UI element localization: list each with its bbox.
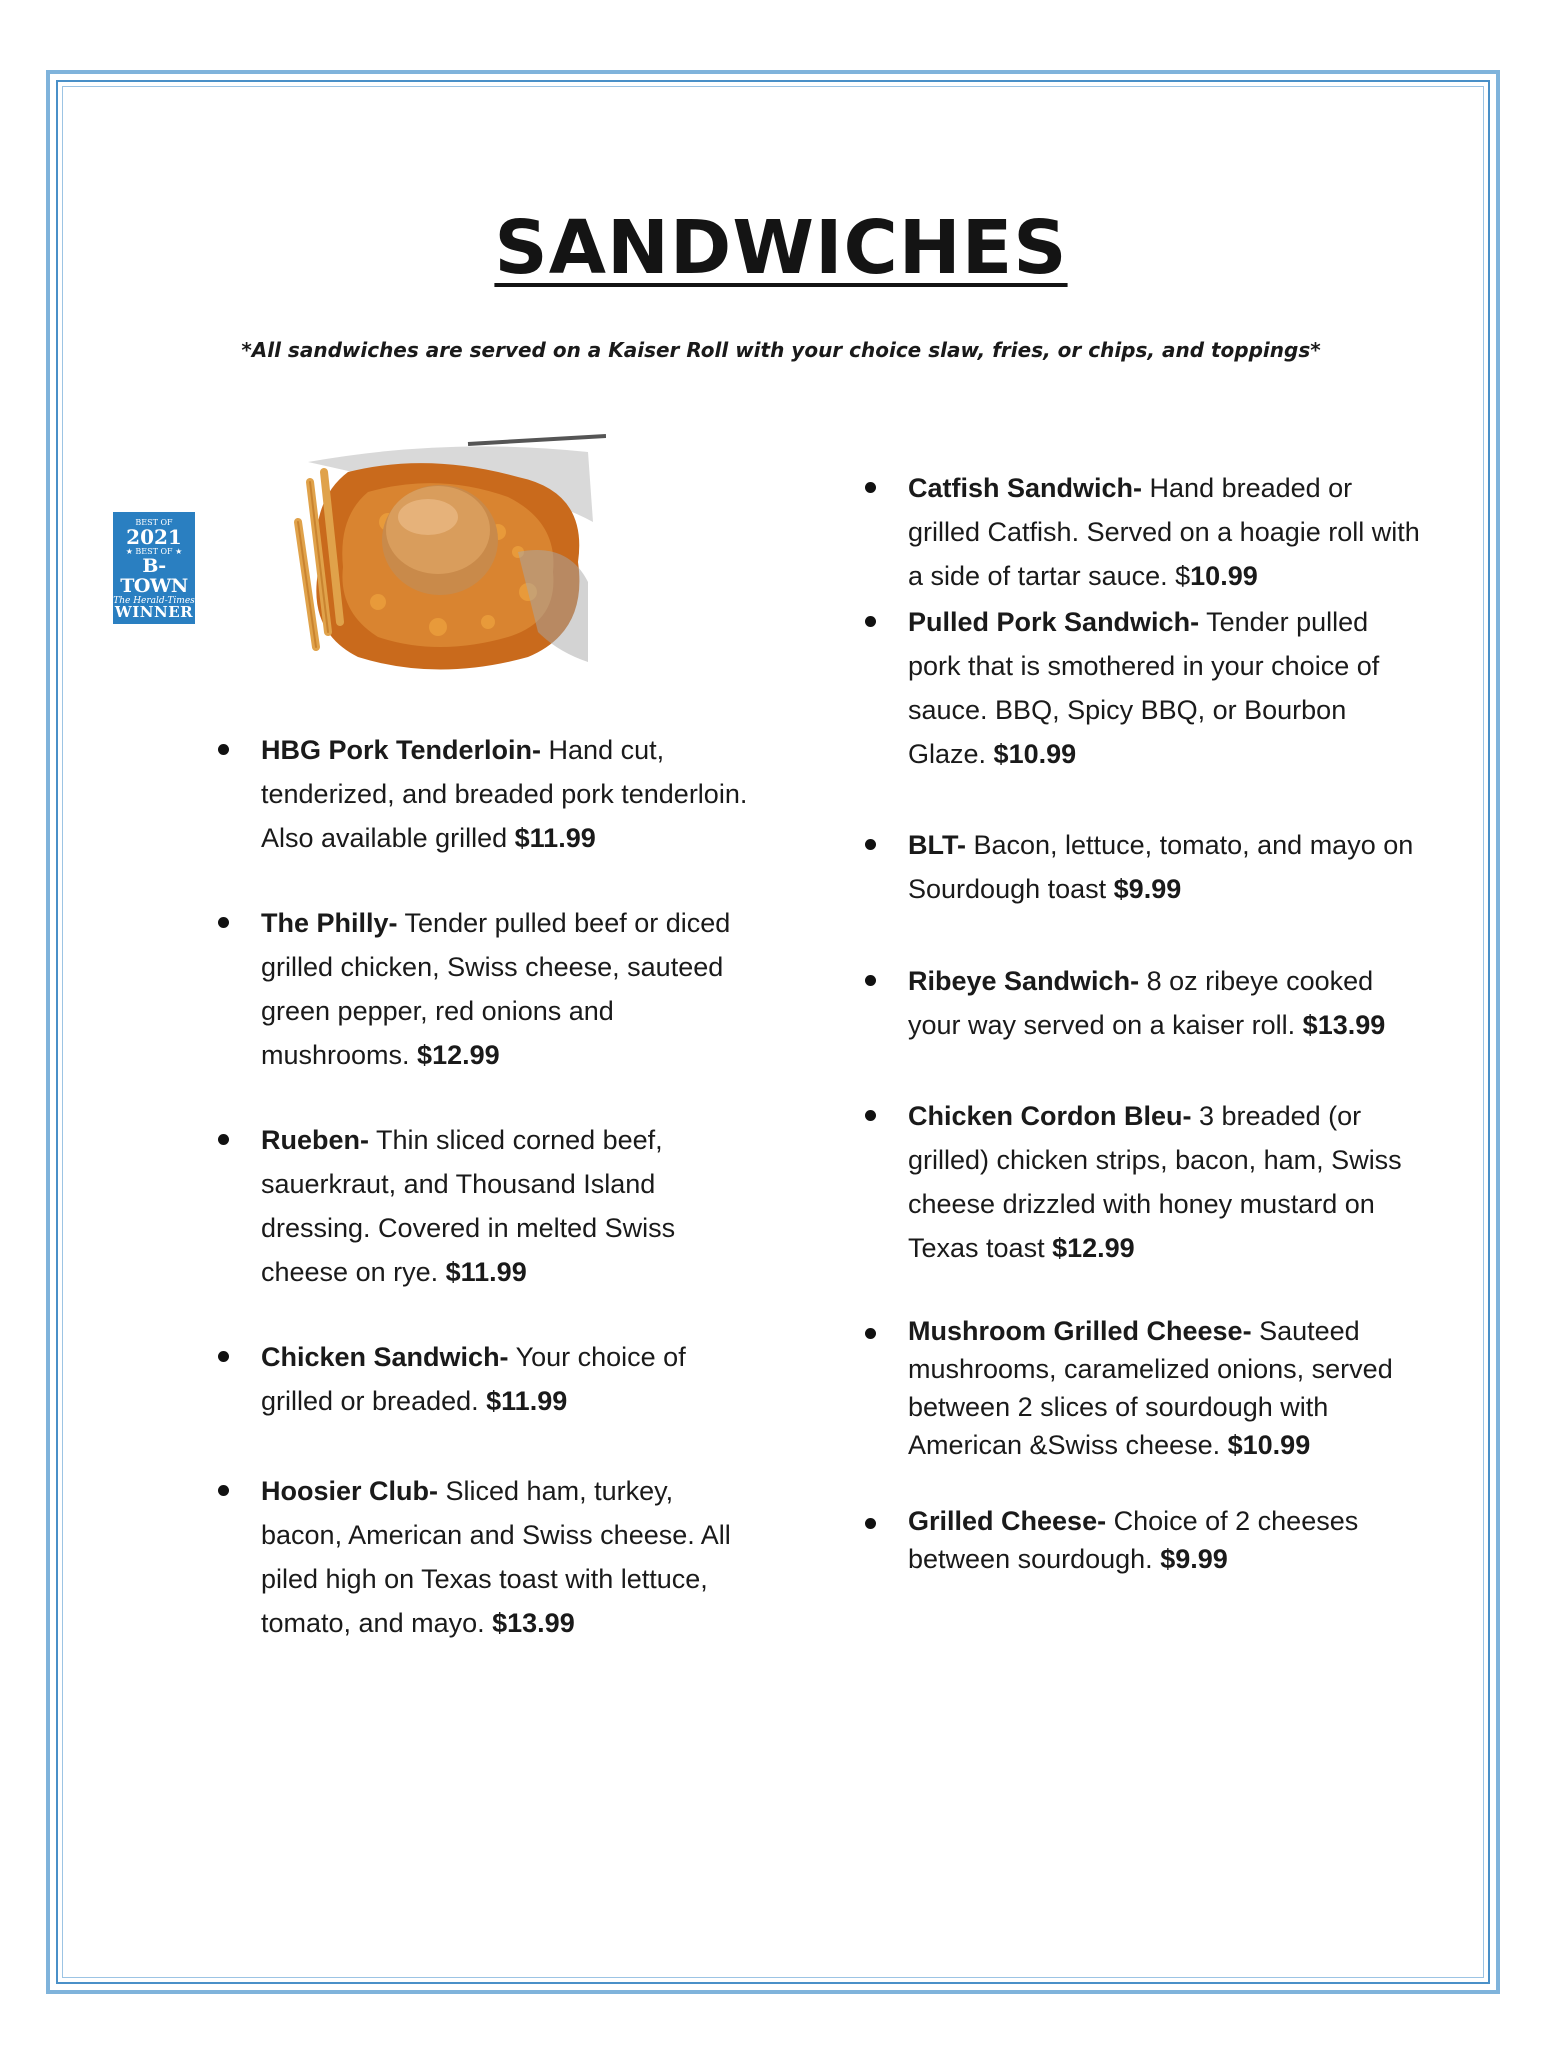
menu-item [865, 823, 1425, 911]
item-price: $12.99 [1052, 1233, 1135, 1263]
item-description: Tender pulled beef or diced grilled chicken, Swiss cheese, sauteed green pepper, red onions and mushrooms. [261, 908, 731, 1070]
item-name: HBG Pork Tenderloin- [261, 735, 542, 765]
menu-item [865, 466, 1425, 598]
menu-item [865, 1312, 1425, 1464]
item-price: $11.99 [445, 1257, 527, 1287]
tenderloin-photo [288, 432, 606, 677]
item-price: $11.99 [486, 1386, 568, 1416]
item-description: Choice of 2 cheeses between sourdough. [908, 1506, 1359, 1574]
item-price: $10.99 [993, 739, 1077, 769]
left-menu-column [218, 728, 758, 1645]
item-name: Mushroom Grilled Cheese- [908, 1316, 1252, 1346]
item-price: $12.99 [417, 1040, 500, 1070]
item-description: Tender pulled pork that is smothered in your choice of sauce. BBQ, Spicy BBQ, or Bourbon Glaze. [908, 607, 1380, 769]
item-price: $9.99 [1113, 874, 1182, 904]
item-name: BLT- [908, 830, 966, 860]
item-price: $13.99 [1302, 1010, 1386, 1040]
item-name: Chicken Sandwich- [261, 1342, 509, 1372]
item-description: Bacon, lettuce, tomato, and mayo on Sourdough toast [908, 830, 1414, 904]
item-price: $10.99 [1227, 1430, 1311, 1460]
item-description: Thin sliced corned beef, sauerkraut, and Thousand Island dressing. Covered in melted Swiss cheese on rye. [261, 1125, 676, 1287]
item-name: Grilled Cheese- [908, 1506, 1107, 1536]
menu-item [218, 728, 758, 860]
item-name: Chicken Cordon Bleu- [908, 1101, 1192, 1131]
menu-item [865, 959, 1425, 1047]
badge-mid-text: ★ BEST OF ★ [125, 547, 183, 556]
badge-year: 2021 [126, 525, 182, 549]
item-name: Pulled Pork Sandwich- [908, 607, 1200, 637]
page-title: SANDWICHES [494, 205, 1068, 291]
item-name: The Philly- [261, 908, 398, 938]
menu-item [865, 600, 1425, 776]
item-name: Hoosier Club- [261, 1476, 439, 1506]
menu-item [218, 1469, 758, 1645]
item-description: 8 oz ribeye cooked your way served on a kaiser roll. [908, 966, 1374, 1040]
item-price: 10.99 [1190, 561, 1258, 591]
item-price: $11.99 [514, 823, 596, 853]
item-price: $9.99 [1160, 1544, 1228, 1574]
item-name: Rueben- [261, 1125, 369, 1155]
item-description: Sliced ham, turkey, bacon, American and Swiss cheese. All piled high on Texas toast with lettuce, tomato, and mayo. [261, 1476, 731, 1638]
best-of-btown-badge [113, 512, 195, 624]
item-name: Catfish Sandwich- [908, 473, 1143, 503]
item-description: Your choice of grilled or breaded. [261, 1342, 686, 1416]
badge-award: WINNER [114, 603, 194, 621]
menu-item [865, 1502, 1425, 1578]
menu-item [218, 1335, 758, 1423]
menu-item [865, 1094, 1425, 1270]
item-description: Sauteed mushrooms, caramelized onions, served between 2 slices of sourdough with American &Swiss cheese. [908, 1316, 1393, 1460]
item-price: $13.99 [492, 1608, 575, 1638]
serving-note: *All sandwiches are served on a Kaiser Roll with your choice slaw, fries, or chips, and toppings* [241, 338, 1321, 362]
item-description: Hand cut, tenderized, and breaded pork tenderloin. Also available grilled [261, 735, 748, 853]
item-name: Ribeye Sandwich- [908, 966, 1140, 996]
badge-town: B-TOWN [120, 555, 188, 597]
menu-item [218, 901, 758, 1077]
badge-paper: The Herald-Times [113, 596, 195, 606]
badge-top-text: BEST OF [135, 518, 173, 527]
right-menu-column [865, 466, 1425, 1578]
item-description: 3 breaded (or grilled) chicken strips, bacon, ham, Swiss cheese drizzled with honey mustard on Texas toast [908, 1101, 1402, 1263]
item-description: Hand breaded or grilled Catfish. Served on a hoagie roll with a side of tartar sauce. $ [908, 473, 1420, 591]
menu-item [218, 1118, 758, 1294]
